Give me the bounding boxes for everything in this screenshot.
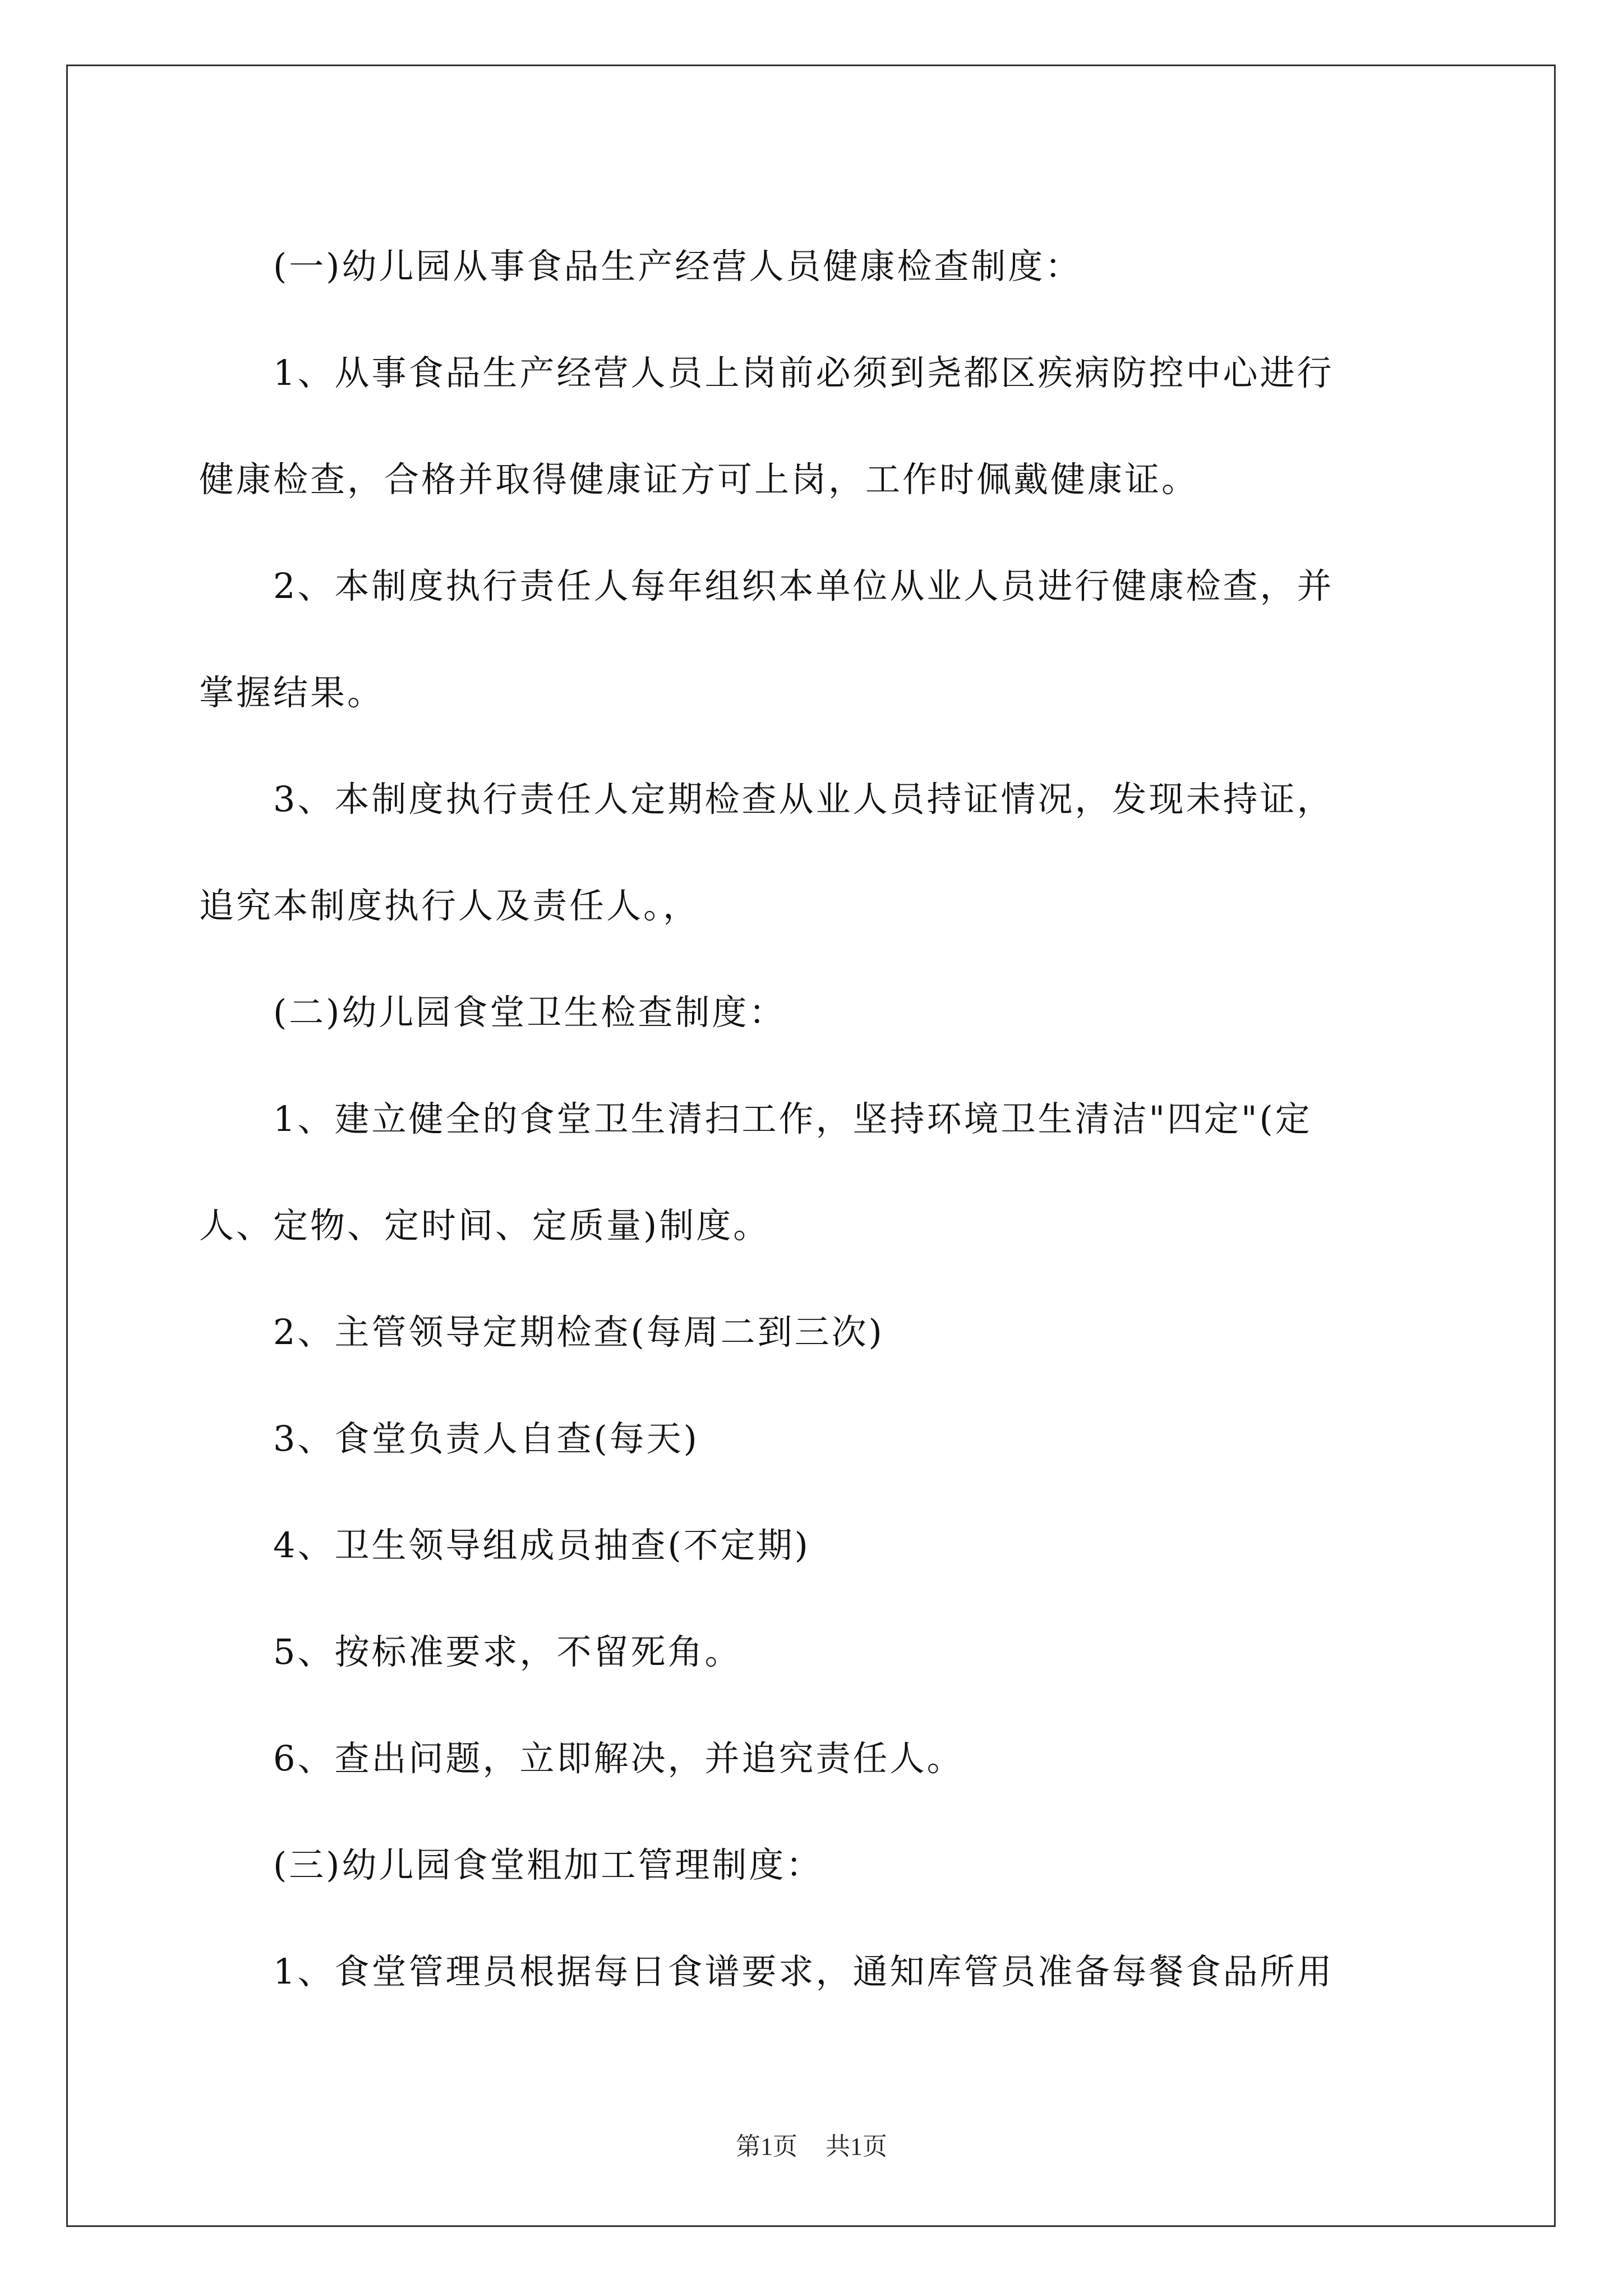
paragraph-line: 3、食堂负责人自查(每天) (273, 1418, 699, 1459)
total-pages: 共1页 (826, 2133, 887, 2160)
paragraph (199, 1492, 1427, 1599)
paragraph-line: 1、食堂管理员根据每日食谱要求，通知库管员准备每餐食品所用 (273, 1951, 1334, 1992)
paragraph-line: 6、查出问题，立即解决，并追究责任人。 (273, 1738, 964, 1779)
page-number: 第1页 (736, 2133, 797, 2160)
paragraph-line: 4、卫生领导组成员抽查(不定期) (273, 1525, 810, 1566)
paragraph-line: 5、按标准要求，不留死角。 (273, 1631, 742, 1672)
paragraph (199, 1279, 1427, 1386)
paragraph-line: 健康检查，合格并取得健康证方可上岗，工作时佩戴健康证。 (199, 459, 1199, 500)
paragraph-line: 1、从事食品生产经营人员上岗前必须到尧都区疾病防控中心进行 (273, 352, 1334, 393)
paragraph (199, 1599, 1427, 1705)
paragraph (199, 213, 1427, 320)
paragraph-line: 2、本制度执行责任人每年组织本单位从业人员进行健康检查，并 (273, 565, 1334, 606)
paragraph (199, 1066, 1427, 1279)
page-footer (0, 2126, 1623, 2162)
paragraph-line: 2、主管领导定期检查(每周二到三次) (273, 1312, 884, 1352)
paragraph (199, 320, 1427, 533)
paragraph-line: (一)幼儿园从事食品生产经营人员健康检查制度： (273, 246, 1082, 287)
paragraph (199, 959, 1427, 1066)
paragraph-line: 3、本制度执行责任人定期检查从业人员持证情况，发现未持证， (273, 779, 1334, 820)
paragraph (199, 746, 1427, 959)
paragraph (199, 1812, 1427, 1918)
paragraph (199, 1386, 1427, 1492)
paragraph-line: 人、定物、定时间、定质量)制度。 (199, 1205, 771, 1246)
paragraph-line: 追究本制度执行人及责任人。， (199, 885, 700, 926)
paragraph (199, 533, 1427, 746)
paragraph-line: 1、建立健全的食堂卫生清扫工作，坚持环境卫生清洁"四定"(定 (273, 1098, 1312, 1139)
paragraph (199, 1705, 1427, 1812)
paragraph-line: (三)幼儿园食堂粗加工管理制度： (273, 1844, 823, 1885)
paragraph (199, 1918, 1427, 2025)
document-body (199, 213, 1427, 2025)
paragraph-line: 掌握结果。 (199, 672, 385, 713)
paragraph-line: (二)幼儿园食堂卫生检查制度： (273, 992, 786, 1033)
